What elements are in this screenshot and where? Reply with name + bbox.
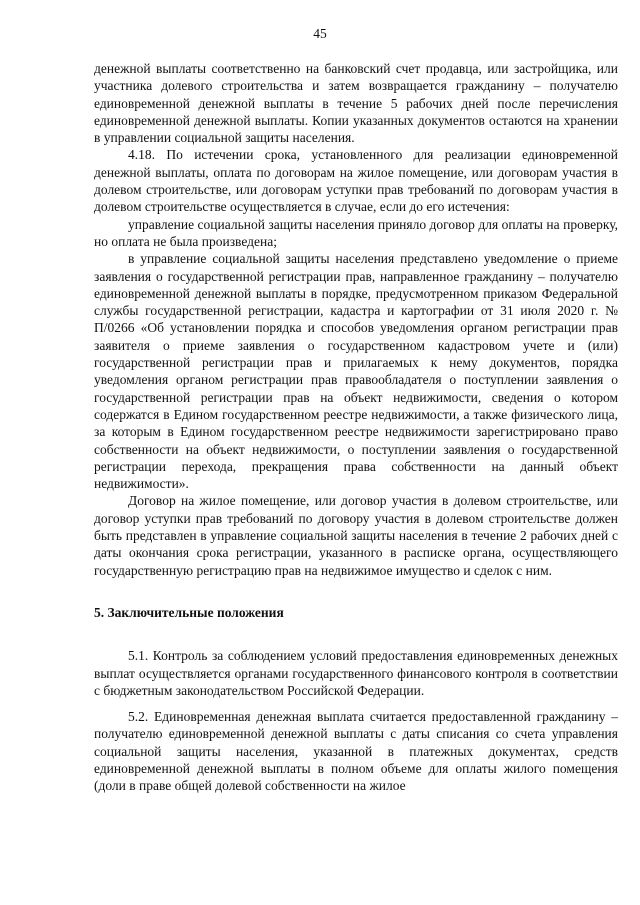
page-number: 45: [313, 26, 327, 41]
paragraph-condition-1: управление социальной защиты населения приняло договор для оплаты на проверку, но оплата не была произведена;: [94, 216, 618, 249]
paragraph-5-2: 5.2. Единовременная денежная выплата считается предоставленной гражданину – получателю единовременной денежной выплаты с даты списания со счета управления социальной защиты населения, указанной в платежных документах, средств единовременной денежной выплаты в полном объеме для оплаты жилого помещения (доли в праве общей долевой собственности на жилое: [94, 709, 618, 794]
paragraph-4-18: 4.18. По истечении срока, установленного для реализации единовременной денежной выплаты, оплата по договорам на жилое помещение, или договорам участия в долевом строительстве, или договорам уступки прав требований по договорам участия в долевом строительстве осуществляется в случае, если до его истечения:: [94, 147, 618, 215]
paragraph-condition-2: в управление социальной защиты населения представлено уведомление о приеме заявления о государственной регистрации прав, направленное гражданину – получателю единовременной денежной выплаты в порядке, предусмотренном приказом Федеральной службы государственной регистрации, кадастра и картографии от 31 июля 2020 г. № П/0266 «Об установлении порядка и способов уведомления органом регистрации прав заявителя о приеме заявления о государственном кадастровом учете и (или) государственной регистрации прав и прилагаемых к нему документов, порядка уведомления органом регистрации прав правообладателя о поступлении заявления о государственной регистрации прав на объект недвижимости, сведения о котором содержатся в Едином государственном реестре недвижимости, а также физического лица, за которым в Едином государственном реестре недвижимости зарегистрировано право собственности на объект недвижимости, о поступлении заявления о государственной регистрации перехода, прекращения права собственности на данный объект недвижимости».: [94, 251, 618, 492]
section-heading: 5. Заключительные положения: [94, 604, 284, 620]
document-body: [94, 60, 618, 795]
paragraph-5-1: 5.1. Контроль за соблюдением условий предоставления единовременных денежных выплат осуществляется органами государственного финансового контроля в соответствии с бюджетным законодательством Российской Федерации.: [94, 648, 618, 698]
paragraph-continuation: денежной выплаты соответственно на банковский счет продавца, или застройщика, или участника долевого строительства и затем возвращается гражданину – получателю единовременной денежной выплаты в течение 5 рабочих дней после перечисления единовременной денежной выплаты. Копии указанных документов остаются на хранении в управлении социальной защиты населения.: [94, 61, 618, 146]
paragraph-contract-deadline: Договор на жилое помещение, или договор участия в долевом строительстве, или договор уступки прав требований по договору участия в долевом строительстве должен быть представлен в управление социальной защиты населения в течение 2 рабочих дней с даты окончания срока регистрации, указанного в расписке органа, осуществляющего государственную регистрацию прав на недвижимое имущество и сделок с ним.: [94, 493, 618, 578]
